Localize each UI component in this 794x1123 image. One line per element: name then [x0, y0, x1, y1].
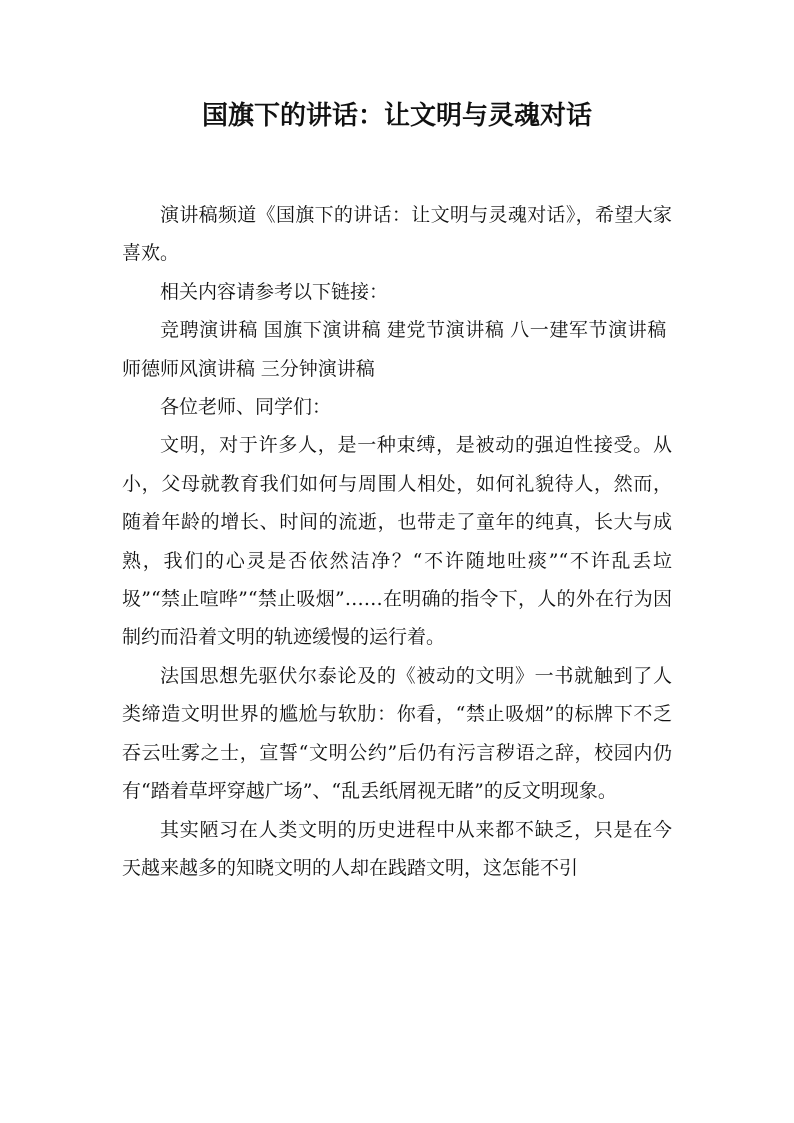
link-army-day-speech[interactable]: 八一建军节演讲稿 — [510, 319, 667, 342]
intro-paragraph: 演讲稿频道《国旗下的讲话：让文明与灵魂对话》，希望大家喜欢。 — [122, 204, 672, 265]
link-three-minute-speech[interactable]: 三分钟演讲稿 — [260, 357, 375, 380]
related-links-list — [122, 311, 672, 388]
greeting-line: 各位老师、同学们： — [160, 396, 332, 419]
link-campaign-speech[interactable]: 竞聘演讲稿 — [160, 319, 258, 342]
document-body — [122, 196, 672, 887]
body-paragraph-3: 其实陋习在人类文明的历史进程中从来都不缺乏，只是在今天越来越多的知晓文明的人却在践踏文明，这怎能不引 — [122, 818, 672, 879]
document-title: 国旗下的讲话：让文明与灵魂对话 — [201, 101, 592, 131]
link-party-day-speech[interactable]: 建党节演讲稿 — [386, 319, 505, 342]
body-paragraph-2: 法国思想先驱伏尔泰论及的《被动的文明》一书就触到了人类缔造文明世界的尴尬与软肋：你看，“禁止吸烟”的标牌下不乏吞云吐雾之士，宣誓“文明公约”后仍有污言秽语之辞，校园内仍有“踏着草坪穿越广场”、“乱丢纸屑视无睹”的反文明现象。 — [122, 664, 672, 803]
body-paragraph-1: 文明，对于许多人，是一种束缚，是被动的强迫性接受。从小，父母就教育我们如何与周围人相处，如何礼貌待人，然而，随着年龄的增长、时间的流逝，也带走了童年的纯真，长大与成熟，我们的心灵是否依然洁净？“不许随地吐痰”“不许乱丢垃圾”“禁止喧哗”“禁止吸烟”……在明确的指令下，人的外在行为因制约而沿着文明的轨迹缓慢的运行着。 — [122, 434, 672, 649]
link-flag-speech[interactable]: 国旗下演讲稿 — [263, 319, 382, 342]
related-links-label: 相关内容请参考以下链接： — [160, 280, 389, 303]
link-teacher-ethics-speech[interactable]: 师德师风演讲稿 — [122, 357, 256, 380]
